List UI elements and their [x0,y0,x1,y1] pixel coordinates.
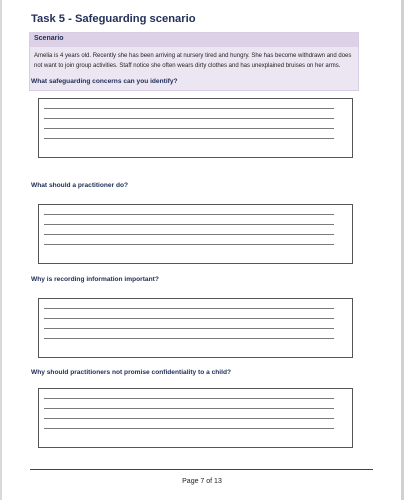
question-1: What safeguarding concerns can you identify? [31,78,178,85]
answer-line [44,138,334,139]
answer-box-2[interactable] [38,204,353,264]
page-title: Task 5 - Safeguarding scenario [31,13,196,25]
scenario-header [30,33,358,47]
answer-line [44,234,334,235]
answer-line [44,214,334,215]
answer-line [44,308,334,309]
page-edge [0,0,2,500]
answer-line [44,118,334,119]
scenario-text: Amelia is 4 years old. Recently she has been arriving at nursery tired and hungry. She has become withdrawn and does not want to join group activities. Staff notice she often wears dirty clothes and has unexplained bruises on her arms. [34,53,352,69]
answer-line [44,244,334,245]
question-4: Why should practitioners not promise confidentiality to a child? [31,369,232,376]
answer-line [44,408,334,409]
answer-line [44,328,334,329]
answer-line [44,418,334,419]
answer-box-1[interactable] [38,98,353,158]
answer-line [44,338,334,339]
answer-line [44,108,334,109]
question-3: Why is recording information important? [31,276,159,283]
answer-line [44,428,334,429]
question-2: What should a practitioner do? [31,182,129,189]
answer-box-4[interactable] [38,388,353,448]
answer-box-3[interactable] [38,298,353,358]
scenario-label: Scenario [34,35,64,42]
page-number: Page 7 of 13 [182,478,222,485]
answer-line [44,318,334,319]
footer-rule [30,469,373,470]
answer-line [44,224,334,225]
answer-line [44,128,334,129]
answer-line [44,398,334,399]
